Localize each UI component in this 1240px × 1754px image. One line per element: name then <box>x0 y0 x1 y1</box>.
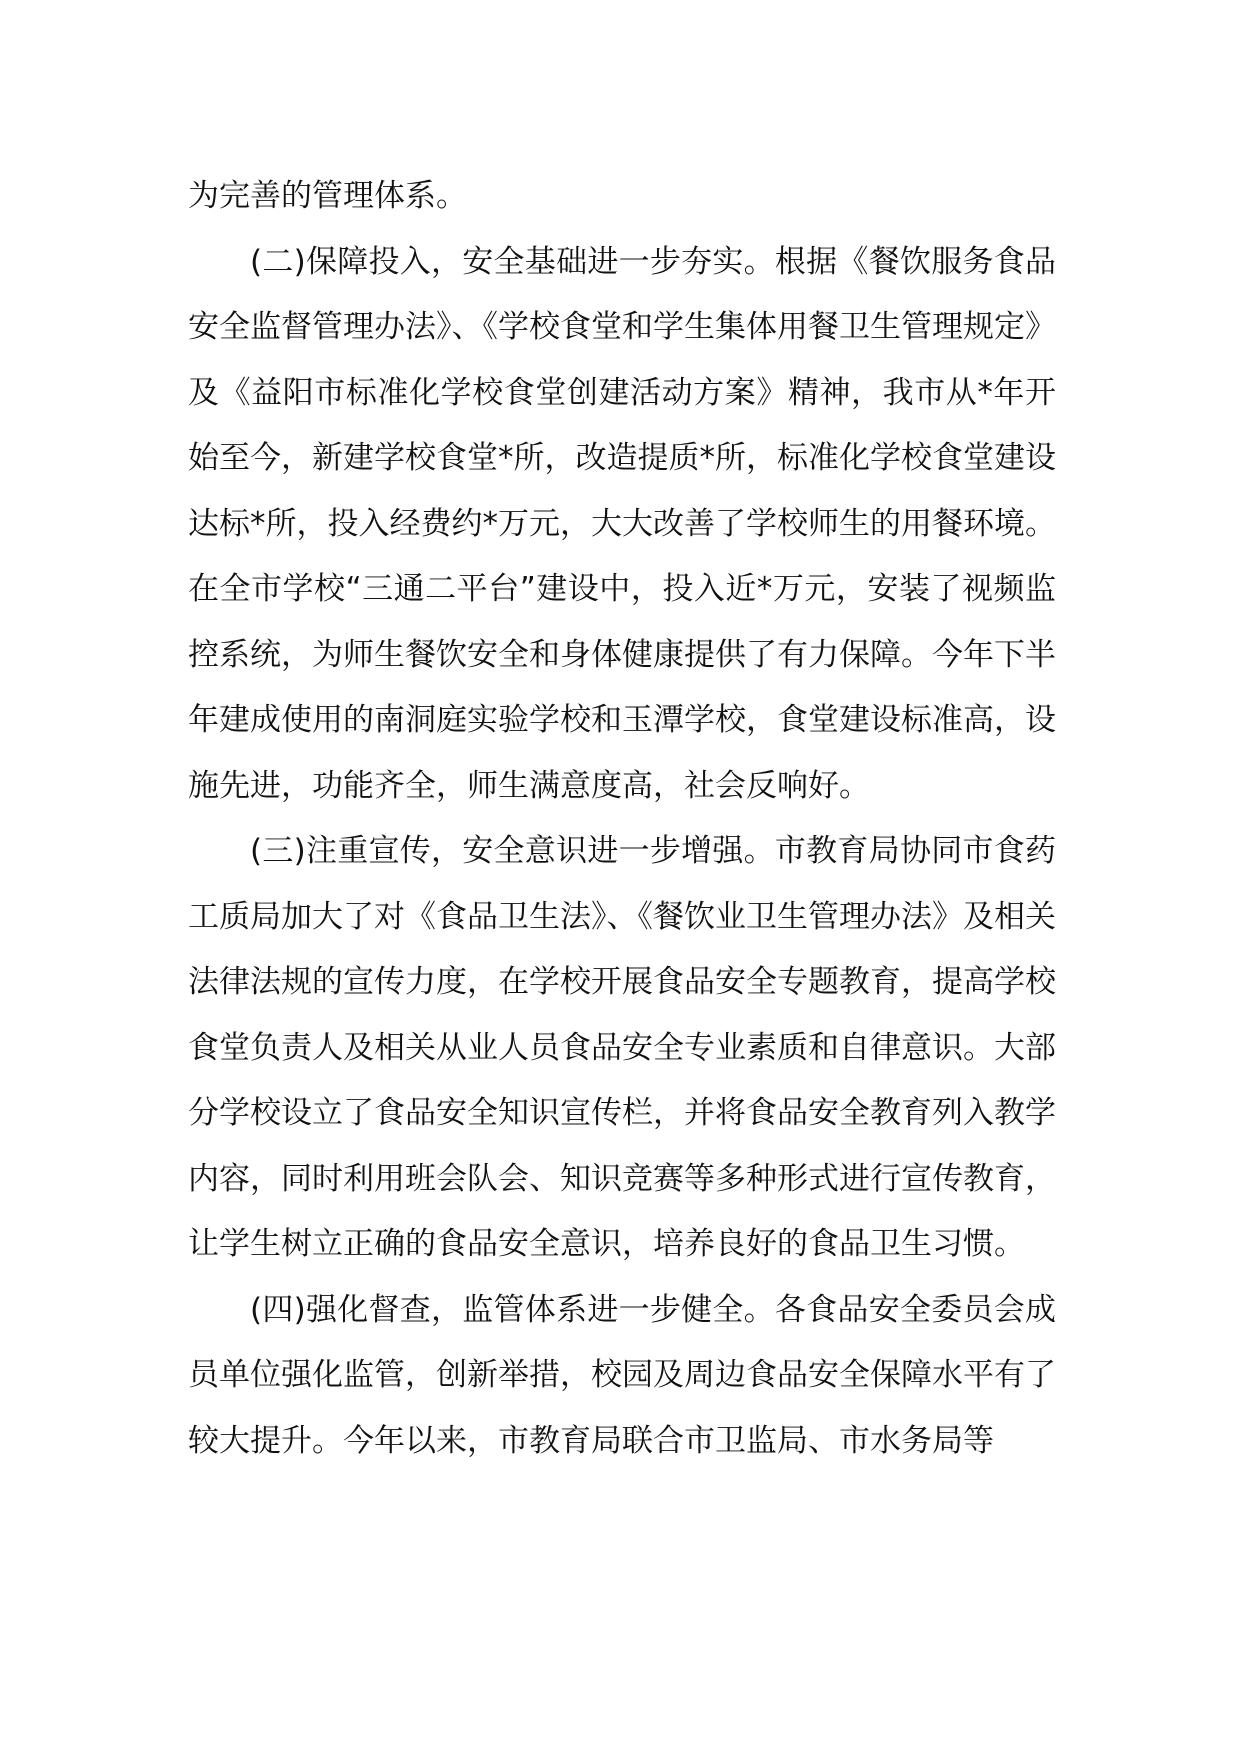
document-body <box>188 164 1056 1474</box>
paragraph-section-3-publicity: (三)注重宣传，安全意识进一步增强。市教育局协同市食药工质局加大了对《食品卫生法》、《餐饮业卫生管理办法》及相关法律法规的宣传力度，在学校开展食品安全专题教育，提高学校食堂负责人及相关从业人员食品安全专业素质和自律意识。大部分学校设立了食品安全知识宣传栏，并将食品安全教育列入教学内容，同时利用班会队会、知识竞赛等多种形式进行宣传教育，让学生树立正确的食品安全意识，培养良好的食品卫生习惯。 <box>188 833 1056 1262</box>
paragraph-section-4-supervision: (四)强化督查，监管体系进一步健全。各食品安全委员会成员单位强化监管，创新举措，校园及周边食品安全保障水平有了较大提升。今年以来，市教育局联合市卫监局、市水务局等 <box>188 1291 1056 1459</box>
paragraph-section-2-investment: (二)保障投入，安全基础进一步夯实。根据《餐饮服务食品安全监督管理办法》、《学校食堂和学生集体用餐卫生管理规定》及《益阳市标准化学校食堂创建活动方案》精神，我市从*年开始至今，新建学校食堂*所，改造提质*所，标准化学校食堂建设达标*所，投入经费约*万元，大大改善了学校师生的用餐环境。在全市学校“三通二平台”建设中，投入近*万元，安装了视频监控系统，为师生餐饮安全和身体健康提供了有力保障。今年下半年建成使用的南洞庭实验学校和玉潭学校，食堂建设标准高，设施先进，功能齐全，师生满意度高，社会反响好。 <box>188 243 1056 804</box>
paragraph-continuation: 为完善的管理体系。 <box>188 178 467 214</box>
